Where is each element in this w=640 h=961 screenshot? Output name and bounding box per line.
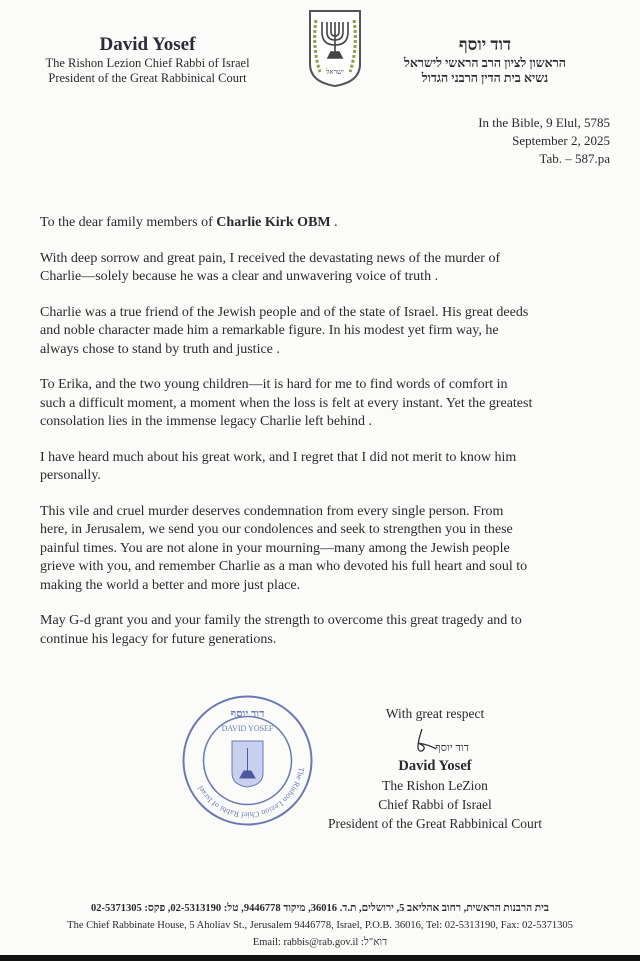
letterhead-name: David Yosef <box>99 34 196 55</box>
svg-text:DAVID YOSEF: DAVID YOSEF <box>221 724 274 733</box>
body-paragraph <box>40 503 630 596</box>
closing-block <box>310 704 560 833</box>
paragraph-line: This vile and cruel murder deserves condemnation from every single person. From <box>40 503 504 519</box>
gregorian-date: September 2, 2025 <box>512 133 610 148</box>
paragraph-line: making the world a better and more just place. <box>40 577 301 593</box>
signatory-name: David Yosef <box>398 758 472 774</box>
closing-regards: With great respect <box>385 706 485 721</box>
signature <box>310 723 560 757</box>
paragraph-line: consolation lies in the immense legacy Charlie left behind . <box>40 414 373 429</box>
svg-text:The Rishon Lezion Chief Rabbi: The Rishon Lezion Chief Rabbi of Israel <box>195 766 307 820</box>
paragraph-line: grieve with you, and remember Charlie as a man who devoted his full heart and soul to <box>40 559 528 574</box>
letterhead-title: President of the Great Rabbinical Court <box>48 71 247 85</box>
hebrew-date: In the Bible, 9 Elul, 5785 <box>478 115 610 130</box>
footer-email: Email: rabbis@rab.gov.il :דוא"ל <box>252 937 388 948</box>
svg-text:דוד יוסף: דוד יוסף <box>230 708 265 720</box>
bottom-edge <box>0 955 640 961</box>
paragraph-line: May G-d grant you and your family the strength to overcome this great tragedy and to <box>40 613 522 628</box>
signatory-title: President of the Great Rabbinical Court <box>327 816 543 831</box>
letter-dates <box>478 114 610 168</box>
paragraph-line: continue his legacy for future generations. <box>40 631 277 647</box>
paragraph-line: always chose to stand by truth and justice . <box>40 341 280 357</box>
state-emblem-icon <box>306 8 364 88</box>
paragraph-line: personally. <box>40 468 101 483</box>
letterhead-english <box>20 34 275 86</box>
svg-text:דוד יוסף: דוד יוסף <box>435 742 469 754</box>
paragraph-line: With deep sorrow and great pain, I received the devastating news of the murder of <box>40 250 501 266</box>
paragraph-line: Charlie was a true friend of the Jewish people and of the state of Israel. His great deeds <box>40 304 529 320</box>
paragraph-line: I have heard much about his great work, and I regret that I did not merit to know him <box>40 449 517 465</box>
paragraph-line: painful times. You are not alone in your mourning—many among the Jewish people <box>40 540 510 556</box>
body-paragraph <box>40 250 630 287</box>
svg-text:ישראל: ישראל <box>326 68 344 76</box>
body-paragraph <box>40 304 630 360</box>
footer-english-address: The Chief Rabbinate House, 5 Aholiav St., Jerusalem 9446778, Israel, P.O.B. 36016, Tel: 02-5313190, Fax: 02-5371305 <box>67 920 573 931</box>
footer-hebrew-address: בית הרבנות הראשית, רחוב אהליאב 5, ירושלים, ת.ד. 36016, מיקוד 9446778, טל: 02-5313190, פקס: 02-5371305 <box>90 903 549 914</box>
reference-number: Tab. – 587.pa <box>539 151 610 166</box>
recipient-name: Charlie Kirk OBM <box>216 215 331 230</box>
letterhead-hebrew-title: הראשון לציון הרב הראשי לישראל <box>404 56 566 70</box>
footer-address <box>0 900 640 951</box>
letterhead-hebrew-name: דוד יוסף <box>458 35 512 54</box>
paragraph-line: To Erika, and the two young children—it is hard for me to find words of comfort in <box>40 377 508 392</box>
body-paragraph <box>40 449 630 486</box>
letterhead-hebrew <box>385 34 585 86</box>
paragraph-line: and noble character made him a remarkable figure. In his modest yet firm way, he <box>40 323 499 338</box>
letter-body <box>40 214 630 666</box>
letterhead-hebrew-title: נשיא בית הדין הרבני הגדול <box>421 71 549 85</box>
letterhead-title: The Rishon Lezion Chief Rabbi of Israel <box>45 56 250 70</box>
body-paragraph <box>40 612 630 649</box>
salutation-text: To the dear family members of <box>40 215 217 230</box>
paragraph-line: such a difficult moment, a moment when the loss is felt at every instant. Yet the greatest <box>40 395 533 411</box>
signatory-title: The Rishon LeZion <box>382 778 488 793</box>
salutation-end: . <box>330 215 338 230</box>
paragraph-line: Charlie—solely because he was a clear and unwavering voice of truth . <box>40 269 439 284</box>
body-paragraph <box>40 376 630 432</box>
signatory-title: Chief Rabbi of Israel <box>378 797 492 812</box>
official-seal <box>180 693 315 828</box>
paragraph-line: here, in Jerusalem, we send you our condolences and seek to strengthen you in these <box>40 522 513 537</box>
salutation <box>40 214 630 233</box>
